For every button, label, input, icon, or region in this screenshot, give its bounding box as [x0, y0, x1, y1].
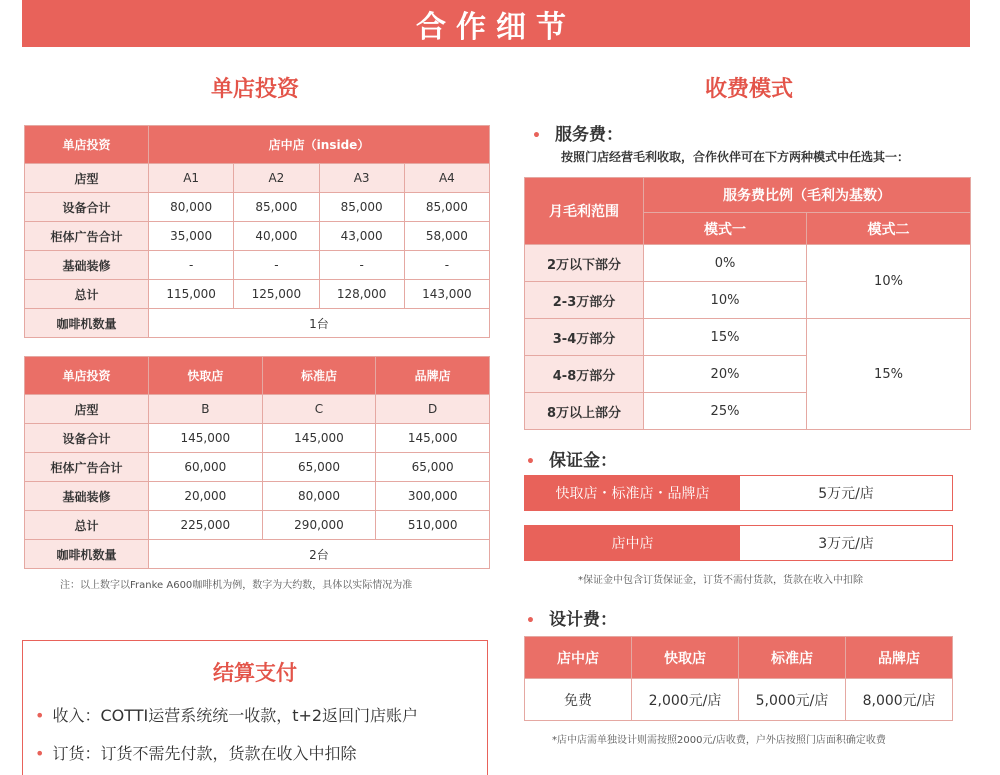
payment-item	[35, 741, 356, 764]
table-cell: 65,000	[376, 453, 490, 482]
right-section-title: 收费模式	[704, 77, 793, 102]
deposit-store-types: 快取店・标准店・品牌店	[525, 476, 740, 510]
column-header: 标准店	[262, 357, 376, 395]
service-fee-title: 服务费：	[554, 125, 623, 145]
table-cell: 85,000	[404, 193, 489, 222]
table-cell: 145,000	[262, 424, 376, 453]
design-fee-value: 5,000元/店	[739, 679, 846, 721]
table-cell: 65,000	[262, 453, 376, 482]
table-cell: 58,000	[404, 222, 489, 251]
payment-title: 结算支付	[213, 661, 297, 685]
page-banner	[22, 0, 970, 47]
design-header: 店中店	[525, 637, 632, 679]
range-header: 月毛利范围	[525, 178, 644, 245]
ratio-header: 服务费比例（毛利为基数）	[644, 178, 971, 213]
table-cell: D	[376, 395, 490, 424]
service-fee-table	[524, 177, 971, 430]
table-cell: 145,000	[376, 424, 490, 453]
payment-item	[35, 703, 418, 726]
mode2-header: 模式二	[807, 213, 971, 245]
table-cell: -	[149, 251, 234, 280]
table-cell: 510,000	[376, 511, 490, 540]
table-cell: 35,000	[149, 222, 234, 251]
table-cell: 290,000	[262, 511, 376, 540]
mode2-rate: 15%	[807, 319, 971, 430]
payment-item-text: 收入：COTTI运营系统统一收款，t+2返回门店账户	[52, 706, 419, 725]
deposit-store-types: 店中店	[525, 526, 740, 560]
machine-count: 1台	[149, 309, 490, 338]
range-label: 3-4万部分	[525, 319, 644, 356]
bullet-icon: •	[35, 744, 45, 763]
row-label: 店型	[25, 164, 149, 193]
row-label: 基础装修	[25, 251, 149, 280]
table-cell: 85,000	[319, 193, 404, 222]
machine-count: 2台	[149, 540, 490, 569]
range-label: 4-8万部分	[525, 356, 644, 393]
design-fee-value: 8,000元/店	[846, 679, 953, 721]
mode1-rate: 10%	[644, 282, 807, 319]
left-section-title: 单店投资	[210, 77, 299, 102]
payment-box	[22, 640, 488, 775]
table-cell: A2	[234, 164, 319, 193]
banner-title: 合作细节	[416, 9, 576, 45]
design-fee-heading	[526, 605, 617, 630]
bullet-icon: •	[526, 613, 535, 629]
group-header: 店中店（inside）	[149, 126, 490, 164]
table-cell: 80,000	[149, 193, 234, 222]
table-cell: 143,000	[404, 280, 489, 309]
range-label: 8万以上部分	[525, 393, 644, 430]
mode1-rate: 0%	[644, 245, 807, 282]
design-fee-table	[524, 636, 953, 721]
table-cell: 225,000	[149, 511, 263, 540]
deposit-amount: 5万元/店	[740, 476, 952, 510]
investment-table-inside	[24, 125, 490, 338]
table-cell: A3	[319, 164, 404, 193]
column-header: 快取店	[149, 357, 263, 395]
deposit-row	[524, 475, 953, 511]
table-cell: C	[262, 395, 376, 424]
deposit-note: *保证金中包含订货保证金，订货不需付货款，货款在收入中扣除	[578, 575, 863, 586]
table-cell: 60,000	[149, 453, 263, 482]
table-cell: 128,000	[319, 280, 404, 309]
row-label: 设备合计	[25, 193, 149, 222]
mode1-header: 模式一	[644, 213, 807, 245]
deposit-row	[524, 525, 953, 561]
table-cell: 300,000	[376, 482, 490, 511]
table-cell: A1	[149, 164, 234, 193]
table-corner: 单店投资	[25, 357, 149, 395]
deposit-title: 保证金：	[548, 451, 617, 471]
deposit-amount: 3万元/店	[740, 526, 952, 560]
table-cell: 20,000	[149, 482, 263, 511]
bullet-icon: •	[35, 706, 45, 725]
table-cell: 43,000	[319, 222, 404, 251]
row-label: 总计	[25, 511, 149, 540]
bullet-icon: •	[526, 454, 535, 470]
design-header: 标准店	[739, 637, 846, 679]
table-cell: 40,000	[234, 222, 319, 251]
row-label: 店型	[25, 395, 149, 424]
service-fee-heading	[532, 120, 623, 145]
design-fee-value: 2,000元/店	[632, 679, 739, 721]
payment-item-text: 订货：订货不需先付款，货款在收入中扣除	[52, 744, 357, 763]
row-label: 柜体广告合计	[25, 222, 149, 251]
mode2-rate: 10%	[807, 245, 971, 319]
table-cell: -	[234, 251, 319, 280]
table-cell: -	[404, 251, 489, 280]
row-label: 咖啡机数量	[25, 540, 149, 569]
design-header: 快取店	[632, 637, 739, 679]
table-cell: -	[319, 251, 404, 280]
deposit-heading	[526, 446, 617, 471]
mode1-rate: 20%	[644, 356, 807, 393]
design-note: *店中店需单独设计则需按照2000元/店收费，户外店按照门店面积确定收费	[552, 735, 886, 746]
range-label: 2-3万部分	[525, 282, 644, 319]
bullet-icon: •	[532, 128, 541, 144]
row-label: 总计	[25, 280, 149, 309]
table-cell: B	[149, 395, 263, 424]
table-cell: 80,000	[262, 482, 376, 511]
table-cell: A4	[404, 164, 489, 193]
table-cell: 145,000	[149, 424, 263, 453]
investment-note: 注：以上数字以Franke A600咖啡机为例，数字为大约数，具体以实际情况为准	[60, 580, 413, 591]
row-label: 设备合计	[25, 424, 149, 453]
mode1-rate: 25%	[644, 393, 807, 430]
row-label: 咖啡机数量	[25, 309, 149, 338]
table-cell: 85,000	[234, 193, 319, 222]
design-fee-title: 设计费：	[548, 610, 617, 630]
table-cell: 115,000	[149, 280, 234, 309]
row-label: 柜体广告合计	[25, 453, 149, 482]
table-corner: 单店投资	[25, 126, 149, 164]
design-fee-value: 免费	[525, 679, 632, 721]
mode1-rate: 15%	[644, 319, 807, 356]
row-label: 基础装修	[25, 482, 149, 511]
table-cell: 125,000	[234, 280, 319, 309]
range-label: 2万以下部分	[525, 245, 644, 282]
service-fee-desc: 按照门店经营毛利收取，合作伙伴可在下方两种模式中任选其一：	[561, 150, 910, 164]
investment-table-stores	[24, 356, 490, 569]
column-header: 品牌店	[376, 357, 490, 395]
design-header: 品牌店	[846, 637, 953, 679]
